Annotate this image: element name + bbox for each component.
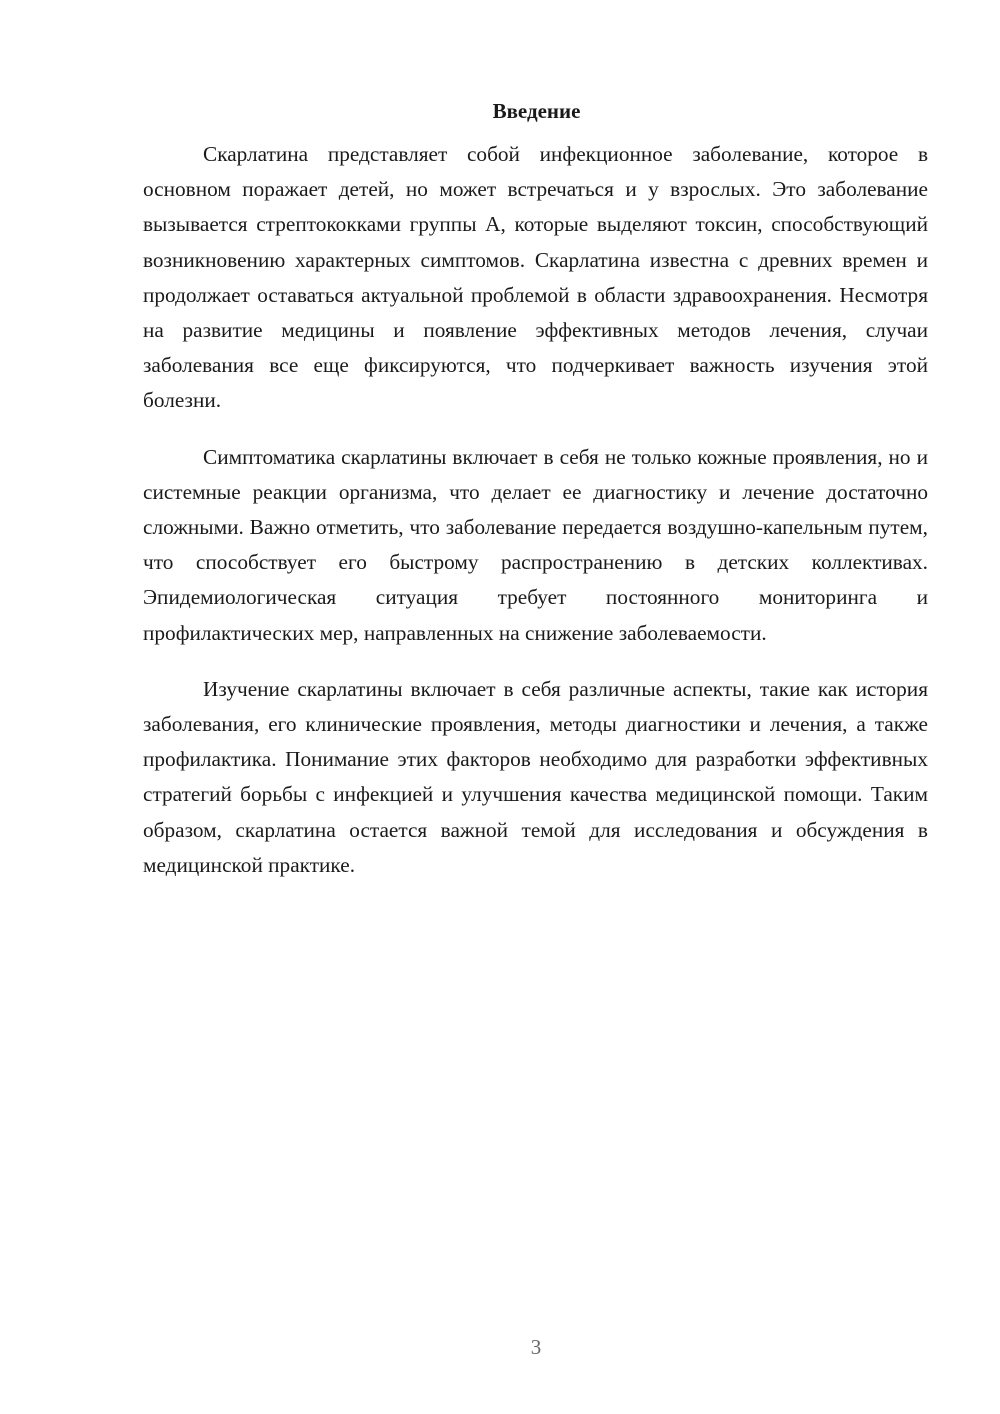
page-number: 3 bbox=[530, 1335, 542, 1359]
page-content bbox=[143, 96, 928, 883]
paragraph-1: Скарлатина представляет собой инфекционное заболевание, которое в основном поражает детей, но может встречаться и у взрослых. Это заболевание вызывается стрептококками группы А, которые выделяют токсин, способствующий возникновению характерных симптомов. Скарлатина известна с древних времен и продолжает оставаться актуальной проблемой в области здравоохранения. Несмотря на развитие медицины и появление эффективных методов лечения, случаи заболевания все еще фиксируются, что подчеркивает важность изучения этой болезни. bbox=[143, 142, 928, 413]
paragraph-2: Симптоматика скарлатины включает в себя не только кожные проявления, но и системные реакции организма, что делает ее диагностику и лечение достаточно сложными. Важно отметить, что заболевание передается воздушно-капельным путем, что способствует его быстрому распространению в детских коллективах. Эпидемиологическая ситуация требует постоянного мониторинга и профилактических мер, направленных на снижение заболеваемости. bbox=[143, 444, 928, 645]
section-title: Введение bbox=[492, 99, 581, 123]
paragraph-3: Изучение скарлатины включает в себя различные аспекты, такие как история заболевания, его клинические проявления, методы диагностики и лечения, а также профилактика. Понимание этих факторов необходимо для разработки эффективных стратегий борьбы с инфекцией и улучшения качества медицинской помощи. Таким образом, скарлатина остается важной темой для исследования и обсуждения в медицинской практике. bbox=[143, 676, 928, 877]
